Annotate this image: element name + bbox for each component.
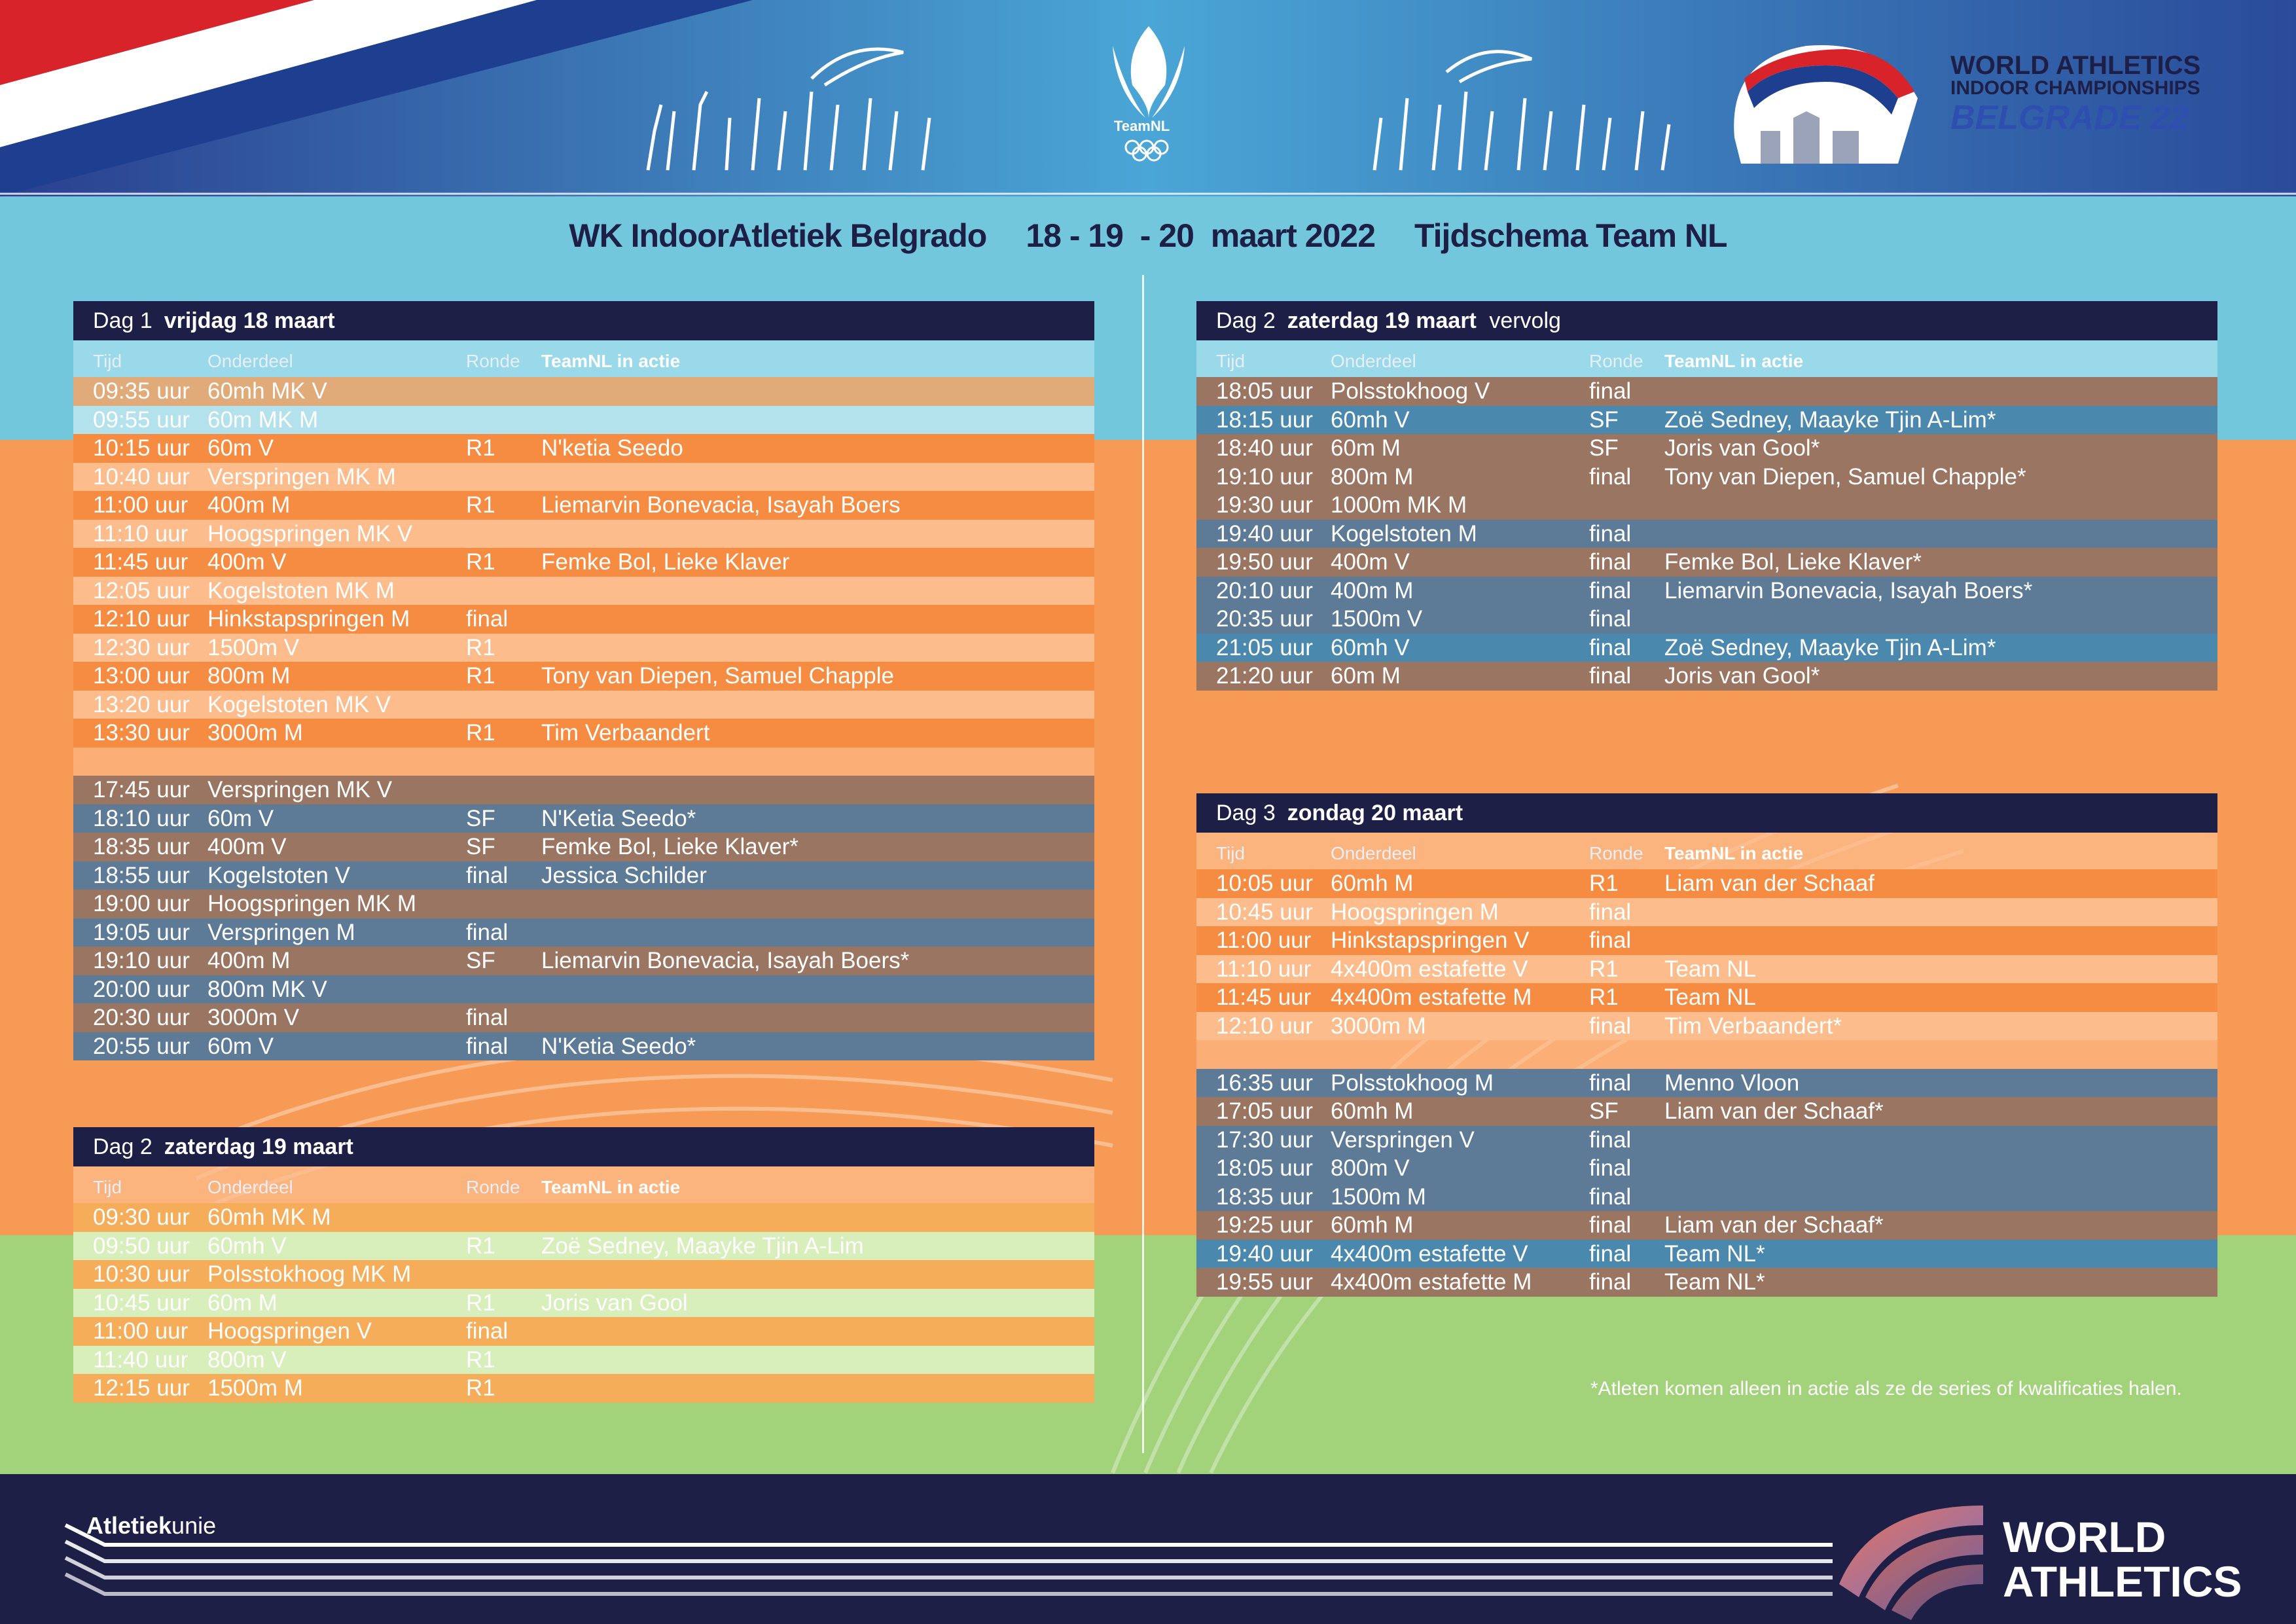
wa-champs-line3: BELGRADE 22 [1950, 99, 2189, 137]
row-time: 19:55 uur [1216, 1269, 1313, 1295]
row-round: final [466, 919, 509, 945]
table-row [1196, 926, 2217, 955]
panel-heading [1196, 301, 2217, 340]
column-header [1196, 833, 2217, 869]
table-row [1196, 520, 2217, 549]
row-time: 20:35 uur [1216, 606, 1313, 632]
row-round: final [1589, 1212, 1632, 1238]
row-round: final [1589, 378, 1632, 404]
row-time: 12:30 uur [93, 634, 190, 660]
table-row [1196, 1069, 2217, 1098]
panel-suffix: vervolg [1482, 308, 1561, 333]
table-row [73, 776, 1094, 804]
row-round: R1 [466, 1346, 495, 1373]
row-time: 19:50 uur [1216, 549, 1313, 575]
row-time: 11:00 uur [1216, 928, 1312, 953]
row-event: 400m M [207, 492, 291, 518]
row-time: 18:55 uur [93, 862, 190, 888]
row-event: 400m V [1331, 549, 1410, 575]
row-event: 60mh V [207, 1233, 287, 1259]
row-event: Hoogspringen V [207, 1318, 372, 1344]
row-athletes: N'Ketia Seedo* [541, 1033, 696, 1059]
row-time: 12:15 uur [93, 1375, 190, 1401]
table-row [73, 1260, 1094, 1289]
row-round: final [1589, 1155, 1632, 1181]
row-event: 60m V [207, 1033, 274, 1059]
row-event: 1500m V [1331, 606, 1423, 632]
row-time: 21:20 uur [1216, 663, 1313, 689]
table-row [1196, 662, 2217, 691]
table-row [73, 1003, 1094, 1032]
row-event: Polsstokhoog V [1331, 378, 1490, 404]
row-round: R1 [1589, 871, 1619, 896]
row-round: final [466, 606, 509, 632]
row-time: 11:10 uur [1216, 956, 1312, 982]
col-tijd: Tijd [93, 351, 122, 371]
table-row [73, 719, 1094, 748]
table-row [1196, 1012, 2217, 1041]
row-event: 800m V [1331, 1155, 1410, 1181]
row-round: final [466, 1005, 509, 1030]
row-athletes: N'ketia Seedo [541, 435, 683, 461]
row-event: Kogelstoten MK V [207, 691, 391, 717]
row-time: 11:40 uur [93, 1346, 188, 1373]
column-header [1196, 340, 2217, 377]
row-event: 60mh V [1331, 406, 1410, 433]
panel-dag2-vervolg [1196, 301, 2217, 691]
table-row [73, 434, 1094, 463]
row-round: R1 [466, 720, 495, 746]
panel-date: zaterdag 19 maart [1287, 308, 1477, 333]
col-teamnl: TeamNL in actie [1664, 351, 1804, 371]
row-time: 19:25 uur [1216, 1212, 1313, 1238]
table-row [73, 1346, 1094, 1375]
row-round: final [1589, 663, 1632, 689]
table-row [1196, 1154, 2217, 1183]
col-onderdeel: Onderdeel [1331, 351, 1416, 371]
row-time: 12:10 uur [93, 606, 190, 632]
row-athletes: Liemarvin Bonevacia, Isayah Boers* [541, 948, 910, 973]
table-row [73, 1232, 1094, 1261]
table-row [73, 463, 1094, 492]
col-ronde: Ronde [1589, 843, 1643, 863]
row-time: 19:40 uur [1216, 1240, 1313, 1267]
row-event: 60mh MK V [207, 378, 327, 404]
row-time: 09:30 uur [93, 1204, 190, 1230]
row-event: 60mh V [1331, 634, 1410, 660]
row-athletes: Joris van Gool* [1664, 435, 1820, 461]
row-round: final [1589, 606, 1632, 632]
table-row [73, 1374, 1094, 1403]
row-event: 400m M [1331, 577, 1414, 604]
table-row [1196, 491, 2217, 520]
table-row [1196, 1183, 2217, 1212]
row-athletes: Team NL [1664, 956, 1757, 982]
row-round: final [1589, 520, 1632, 547]
row-event: 60mh M [1331, 1098, 1414, 1124]
row-athletes: Liam van der Schaaf* [1664, 1098, 1884, 1124]
row-athletes: Tony van Diepen, Samuel Chapple [541, 663, 894, 689]
row-athletes: Liam van der Schaaf* [1664, 1212, 1884, 1238]
row-time: 20:55 uur [93, 1033, 190, 1059]
row-event: Verspringen MK M [207, 463, 396, 490]
table-row [1196, 898, 2217, 927]
row-round: final [1589, 1269, 1632, 1295]
row-time: 16:35 uur [1216, 1070, 1313, 1096]
row-time: 18:05 uur [1216, 1155, 1313, 1181]
teamnl-logo-text: TeamNL [1114, 118, 1170, 134]
row-round: SF [466, 834, 495, 859]
col-onderdeel: Onderdeel [207, 1177, 293, 1197]
row-event: Kogelstoten V [207, 862, 350, 888]
wa-footer-line1: WORLD [2003, 1513, 2166, 1561]
row-round: final [466, 1033, 509, 1059]
row-time: 13:00 uur [93, 663, 190, 689]
row-round: final [1589, 577, 1632, 604]
table-row [73, 947, 1094, 975]
row-round: SF [1589, 1098, 1619, 1124]
column-divider [1142, 275, 1144, 1453]
panel-date: zondag 20 maart [1287, 800, 1463, 825]
row-gap [73, 748, 1094, 776]
row-event: 4x400m estafette M [1331, 984, 1532, 1010]
row-event: 60m M [207, 1290, 278, 1316]
table-row [73, 577, 1094, 605]
row-athletes: Liam van der Schaaf [1664, 871, 1875, 896]
row-round: final [1589, 1070, 1632, 1096]
row-event: 3000m M [1331, 1013, 1426, 1039]
panel-dag3 [1196, 793, 2217, 1297]
row-event: 1500m M [1331, 1183, 1426, 1210]
row-time: 11:00 uur [93, 492, 188, 518]
row-round: final [1589, 928, 1632, 953]
row-athletes: Jessica Schilder [541, 862, 707, 888]
row-event: 400m M [207, 948, 291, 973]
table-row [1196, 1097, 2217, 1126]
row-round: SF [1589, 435, 1619, 461]
table-row [1196, 1240, 2217, 1269]
row-round: final [1589, 549, 1632, 575]
row-event: Hoogspringen M [1331, 899, 1499, 925]
row-event: 400m V [207, 549, 287, 575]
row-event: 800m M [1331, 463, 1414, 490]
row-round: SF [1589, 406, 1619, 433]
row-round: final [1589, 463, 1632, 490]
row-time: 11:10 uur [93, 520, 188, 547]
table-row [73, 520, 1094, 549]
table-row [73, 1203, 1094, 1232]
row-event: 60mh M [1331, 1212, 1414, 1238]
row-athletes: Joris van Gool [541, 1290, 688, 1316]
row-time: 11:00 uur [93, 1318, 188, 1344]
title-event: WK IndoorAtletiek Belgrado [569, 217, 987, 254]
row-athletes: Tim Verbaandert* [1664, 1013, 1842, 1039]
table-row [73, 890, 1094, 918]
row-time: 11:45 uur [93, 549, 188, 575]
row-round: final [1589, 1240, 1632, 1267]
row-event: 60mh MK M [207, 1204, 331, 1230]
row-event: 60m MK M [207, 406, 319, 433]
panel-heading [1196, 793, 2217, 833]
row-round: final [466, 862, 509, 888]
row-time: 09:50 uur [93, 1233, 190, 1259]
row-time: 10:45 uur [1216, 899, 1313, 925]
row-time: 13:30 uur [93, 720, 190, 746]
table-row [73, 918, 1094, 947]
row-round: SF [466, 805, 495, 831]
table-row [73, 804, 1094, 833]
row-event: Polsstokhoog MK M [207, 1261, 412, 1287]
row-event: Verspringen MK V [207, 777, 393, 803]
title-schedule: Tijdschema Team NL [1414, 217, 1727, 254]
row-time: 19:00 uur [93, 891, 190, 916]
row-time: 18:05 uur [1216, 378, 1313, 404]
row-gap [1196, 1040, 2217, 1069]
row-round: R1 [466, 634, 495, 660]
column-header [73, 340, 1094, 377]
row-time: 20:30 uur [93, 1005, 190, 1030]
row-time: 10:15 uur [93, 435, 190, 461]
table-row [73, 691, 1094, 719]
row-event: 60mh M [1331, 871, 1414, 896]
row-athletes: Femke Bol, Lieke Klaver* [541, 834, 798, 859]
row-athletes: Liemarvin Bonevacia, Isayah Boers* [1664, 577, 2033, 604]
row-round: R1 [466, 1375, 495, 1401]
col-ronde: Ronde [466, 1177, 520, 1197]
row-event: Hoogspringen MK V [207, 520, 413, 547]
row-time: 18:10 uur [93, 805, 190, 831]
col-ronde: Ronde [466, 351, 520, 371]
row-time: 17:45 uur [93, 777, 190, 803]
row-round: R1 [466, 435, 495, 461]
row-event: 60m V [207, 435, 274, 461]
table-row [1196, 377, 2217, 406]
panel-day: Dag 1 [93, 308, 152, 333]
panel-day: Dag 2 [1216, 308, 1276, 333]
wa-champs-line2: INDOOR CHAMPIONSHIPS [1950, 77, 2200, 99]
row-athletes: Liemarvin Bonevacia, Isayah Boers [541, 492, 901, 518]
row-round: R1 [466, 492, 495, 518]
row-time: 10:30 uur [93, 1261, 190, 1287]
row-time: 19:40 uur [1216, 520, 1313, 547]
table-row [1196, 983, 2217, 1012]
row-athletes: Zoë Sedney, Maayke Tjin A-Lim* [1664, 634, 1996, 660]
col-ronde: Ronde [1589, 351, 1643, 371]
row-athletes: Femke Bol, Lieke Klaver* [1664, 549, 1922, 575]
row-round: final [1589, 899, 1632, 925]
panel-day: Dag 3 [1216, 800, 1276, 825]
footnote: *Atleten komen alleen in actie als ze de series of kwalificaties halen. [1590, 1378, 2182, 1399]
row-round: final [1589, 1127, 1632, 1153]
table-row [73, 491, 1094, 520]
col-onderdeel: Onderdeel [1331, 843, 1416, 863]
table-row [1196, 548, 2217, 577]
table-row [1196, 406, 2217, 435]
row-round: R1 [466, 1233, 495, 1259]
row-round: final [466, 1318, 509, 1344]
row-time: 18:15 uur [1216, 406, 1313, 433]
row-event: Kogelstoten MK M [207, 577, 395, 604]
row-event: 4x400m estafette M [1331, 1269, 1532, 1295]
row-round: R1 [1589, 956, 1619, 982]
row-round: R1 [466, 549, 495, 575]
panel-heading [73, 301, 1094, 340]
row-round: final [1589, 1183, 1632, 1210]
row-time: 19:10 uur [93, 948, 190, 973]
row-time: 11:45 uur [1216, 984, 1312, 1010]
table-row [1196, 955, 2217, 984]
row-event: 60m M [1331, 435, 1401, 461]
row-time: 17:30 uur [1216, 1127, 1313, 1153]
row-athletes: Tony van Diepen, Samuel Chapple* [1664, 463, 2026, 490]
row-event: 4x400m estafette V [1331, 1240, 1528, 1267]
col-tijd: Tijd [1216, 351, 1246, 371]
column-header [73, 1166, 1094, 1203]
row-event: 60m M [1331, 663, 1401, 689]
title-dates: 18 - 19 - 20 maart 2022 [1026, 217, 1376, 254]
row-time: 09:35 uur [93, 378, 190, 404]
row-time: 20:00 uur [93, 976, 190, 1002]
table-row [1196, 434, 2217, 463]
row-time: 10:45 uur [93, 1290, 190, 1316]
row-event: Hoogspringen MK M [207, 891, 417, 916]
row-event: 4x400m estafette V [1331, 956, 1528, 982]
table-row [1196, 1268, 2217, 1297]
row-event: 3000m V [207, 1005, 300, 1030]
table-row [73, 861, 1094, 890]
row-event: 800m MK V [207, 976, 327, 1002]
table-row [73, 548, 1094, 577]
panel-dag2 [73, 1127, 1094, 1403]
table-row [73, 605, 1094, 634]
table-row [73, 662, 1094, 691]
row-athletes: Team NL [1664, 984, 1757, 1010]
row-event: Kogelstoten M [1331, 520, 1477, 547]
row-time: 20:10 uur [1216, 577, 1313, 604]
row-event: 1500m V [207, 634, 300, 660]
col-teamnl: TeamNL in actie [541, 351, 681, 371]
row-athletes: Team NL* [1664, 1240, 1765, 1267]
panel-heading [73, 1127, 1094, 1166]
row-time: 17:05 uur [1216, 1098, 1313, 1124]
col-tijd: Tijd [93, 1177, 122, 1197]
row-athletes: Zoë Sedney, Maayke Tjin A-Lim* [1664, 406, 1996, 433]
row-time: 21:05 uur [1216, 634, 1313, 660]
row-event: 800m V [207, 1346, 287, 1373]
row-time: 19:30 uur [1216, 492, 1313, 518]
atletiekunie-light: unie [171, 1512, 217, 1539]
row-time: 12:10 uur [1216, 1013, 1313, 1039]
row-round: final [1589, 634, 1632, 660]
row-event: Hinkstapspringen M [207, 606, 410, 632]
row-event: Verspringen V [1331, 1127, 1475, 1153]
row-time: 19:05 uur [93, 919, 190, 945]
table-row [1196, 1126, 2217, 1155]
row-round: R1 [1589, 984, 1619, 1010]
row-time: 12:05 uur [93, 577, 190, 604]
row-round: R1 [466, 1290, 495, 1316]
table-row [1196, 605, 2217, 634]
row-event: 400m V [207, 834, 287, 859]
row-athletes: N'Ketia Seedo* [541, 805, 696, 831]
row-round: R1 [466, 663, 495, 689]
table-row [1196, 577, 2217, 605]
table-row [73, 1032, 1094, 1061]
col-tijd: Tijd [1216, 843, 1246, 863]
row-event: 1000m MK M [1331, 492, 1467, 518]
row-athletes: Femke Bol, Lieke Klaver [541, 549, 790, 575]
wa-footer-line2: ATHLETICS [2003, 1557, 2242, 1606]
row-time: 10:05 uur [1216, 871, 1313, 896]
table-row [73, 377, 1094, 406]
atletiekunie-logo [86, 1512, 216, 1540]
table-row [73, 833, 1094, 861]
table-row [1196, 1211, 2217, 1240]
panel-day: Dag 2 [93, 1134, 152, 1159]
panel-dag1 [73, 301, 1094, 1060]
row-time: 18:35 uur [1216, 1183, 1313, 1210]
row-event: Polsstokhoog M [1331, 1070, 1494, 1096]
panel-date: vrijdag 18 maart [164, 308, 335, 333]
table-row [73, 1317, 1094, 1346]
col-onderdeel: Onderdeel [207, 351, 293, 371]
row-event: 1500m M [207, 1375, 303, 1401]
row-event: 800m M [207, 663, 291, 689]
table-row [1196, 463, 2217, 492]
row-time: 18:40 uur [1216, 435, 1313, 461]
row-event: Verspringen M [207, 919, 355, 945]
row-athletes: Team NL* [1664, 1269, 1765, 1295]
atletiekunie-bold: Atletiek [86, 1512, 172, 1539]
row-time: 18:35 uur [93, 834, 190, 859]
wa-champs-line1: WORLD ATHLETICS [1950, 51, 2201, 80]
row-athletes: Joris van Gool* [1664, 663, 1820, 689]
table-row [73, 634, 1094, 662]
table-row [73, 975, 1094, 1004]
table-row [1196, 634, 2217, 662]
panel-date: zaterdag 19 maart [164, 1134, 353, 1159]
row-athletes: Tim Verbaandert [541, 720, 710, 746]
row-athletes: Menno Vloon [1664, 1070, 1800, 1096]
row-time: 10:40 uur [93, 463, 190, 490]
row-time: 13:20 uur [93, 691, 190, 717]
col-teamnl: TeamNL in actie [1664, 843, 1804, 863]
row-event: Hinkstapspringen V [1331, 928, 1530, 953]
table-row [73, 1289, 1094, 1318]
row-athletes: Zoë Sedney, Maayke Tjin A-Lim [541, 1233, 864, 1259]
row-time: 09:55 uur [93, 406, 190, 433]
row-round: SF [466, 948, 495, 973]
row-time: 19:10 uur [1216, 463, 1313, 490]
col-teamnl: TeamNL in actie [541, 1177, 681, 1197]
row-event: 3000m M [207, 720, 303, 746]
table-row [1196, 869, 2217, 898]
table-row [73, 406, 1094, 435]
row-event: 60m V [207, 805, 274, 831]
row-round: final [1589, 1013, 1632, 1039]
page-title [0, 196, 2296, 275]
